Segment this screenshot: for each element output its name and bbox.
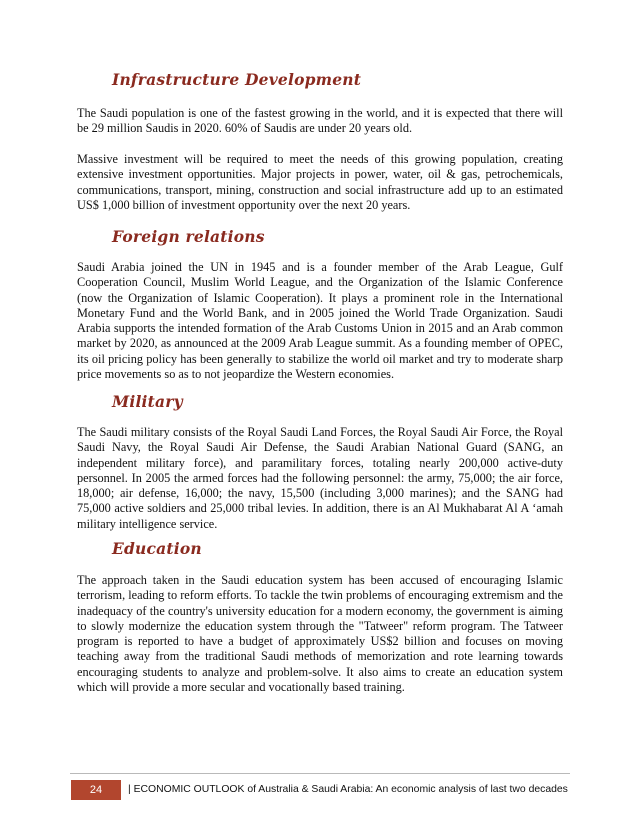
heading-infrastructure-development: Infrastructure Development xyxy=(112,70,362,89)
paragraph-foreign-relations: Saudi Arabia joined the UN in 1945 and is a founder member of the Arab League, Gulf Cooperation Council, Muslim World League, and the Organization of the Islamic Conference (now the Organization of Islamic Cooperation). It plays a prominent role in the International Monetary Fund and the World Bank, and in 2005 joined the World Trade Organization. Saudi Arabia supports the intended formation of the Arab Customs Union in 2015 and an Arab common market by 2020, as announced at the 2009 Arab League summit. As a founding member of OPEC, its oil pricing policy has been generally to stabilize the world oil market and try to moderate sharp price movements so as to not jeopardize the Western economies. xyxy=(77,260,563,382)
page-number: 24 xyxy=(71,780,121,800)
paragraph-military: The Saudi military consists of the Royal Saudi Land Forces, the Royal Saudi Air Force, the Royal Saudi Navy, the Royal Saudi Air Defense, the Saudi Arabian National Guard (SANG, an independent military force), and paramilitary forces, totaling nearly 200,000 active-duty personnel. In 2005 the armed forces had the following personnel: the army, 75,000; the air force, 18,000; air defense, 16,000; the navy, 15,500 (including 3,000 marines); and the SANG had 75,000 active soldiers and 25,000 tribal levies. In addition, there is an Al Mukhabarat Al A ‘amah military intelligence service. xyxy=(77,425,563,531)
paragraph-education: The approach taken in the Saudi education system has been accused of encouraging Islamic terrorism, leading to reform efforts. To tackle the twin problems of encouraging extremism and the inadequacy of the country's university education for a modern economy, the government is aiming to slowly modernize the education system through the "Tatweer" reform program. The Tatweer program is reported to have a budget of approximately US$2 billion and focuses on moving teaching away from the traditional Saudi methods of memorization and rote learning towards encouraging students to analyze and problem-solve. It also aims to create an education system which will provide a more secular and vocationally based training. xyxy=(77,573,563,695)
heading-military: Military xyxy=(112,392,183,411)
paragraph-infrastructure-1: The Saudi population is one of the fastest growing in the world, and it is expected that there will be 29 million Saudis in 2020. 60% of Saudis are under 20 years old. xyxy=(77,106,563,136)
heading-foreign-relations: Foreign relations xyxy=(112,227,265,246)
footer-divider xyxy=(70,773,570,774)
footer-title: | ECONOMIC OUTLOOK of Australia & Saudi Arabia: An economic analysis of last two decades xyxy=(128,784,568,795)
heading-education: Education xyxy=(112,539,202,558)
paragraph-infrastructure-2: Massive investment will be required to meet the needs of this growing population, creating extensive investment opportunities. Major projects in power, water, oil & gas, petrochemicals, communications, transport, mining, construction and social infrastructure add up to an estimated US$ 1,000 billion of investment opportunity over the next 20 years. xyxy=(77,152,563,212)
